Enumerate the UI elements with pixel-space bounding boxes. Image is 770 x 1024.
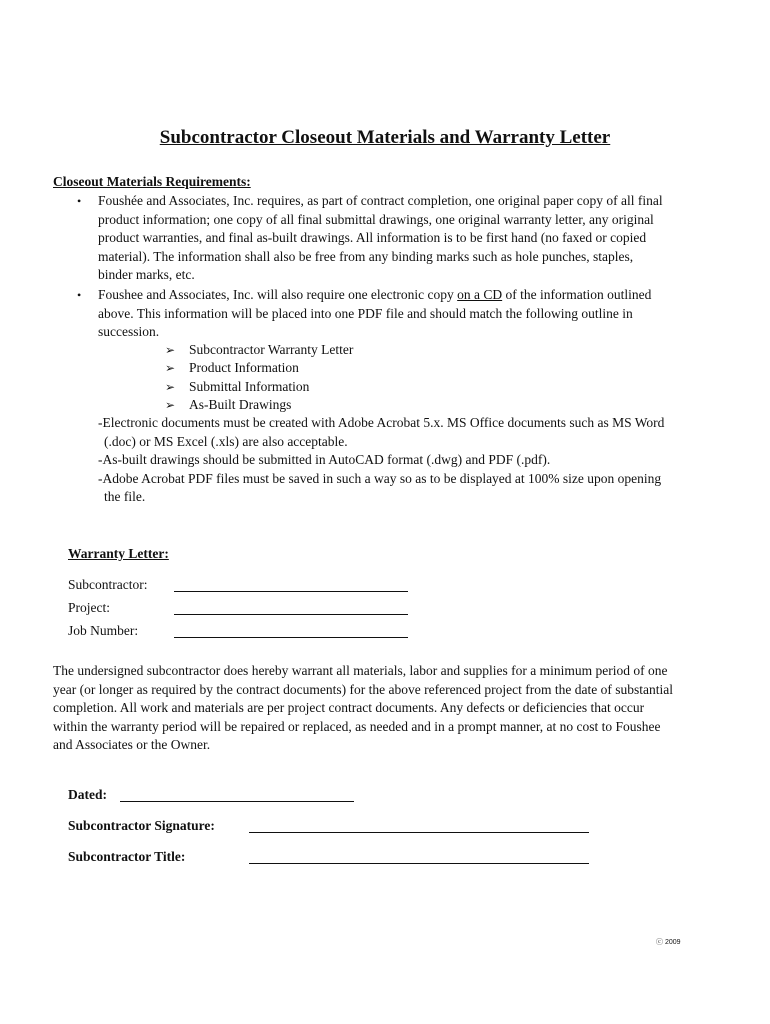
arrow-bullet-icon: ➢ [165, 398, 176, 413]
bullet-2-text-end: of the information outlined above. This information will be placed into one PDF file and should match the following outline in succession. [98, 287, 652, 339]
subcontractor-field [68, 577, 428, 595]
project-label: Project: [68, 600, 110, 615]
project-field [68, 600, 428, 618]
copyright-footer: ⓒ 2009 [656, 939, 681, 946]
requirement-bullet-1 [77, 192, 669, 285]
project-blank-line[interactable] [174, 614, 408, 615]
subcontractor-label: Subcontractor: [68, 577, 148, 592]
title-field [68, 849, 598, 867]
outline-item [165, 359, 353, 377]
outline-item [165, 378, 353, 396]
bullet-icon: • [77, 288, 82, 302]
note-item: -Electronic documents must be created with Adobe Acrobat 5.x. MS Office documents such as MS Word (.doc) or MS Excel (.xls) are also acceptable. [98, 415, 665, 449]
outline-item-label: As-Built Drawings [189, 397, 292, 413]
closeout-requirements-heading: Closeout Materials Requirements: [53, 174, 251, 189]
bullet-2-underlined-cd: on a CD [457, 287, 503, 302]
job-number-field [68, 623, 428, 641]
requirement-bullet-2-text [98, 286, 669, 342]
warranty-letter-heading: Warranty Letter: [68, 546, 169, 561]
signature-blank-line[interactable] [249, 832, 589, 833]
dated-label: Dated: [68, 787, 107, 802]
note-item: -Adobe Acrobat PDF files must be saved in such a way so as to be displayed at 100% size upon opening the file. [98, 470, 662, 504]
page-title: Subcontractor Closeout Materials and Warranty Letter [159, 127, 611, 148]
note-item: -As-built drawings should be submitted in AutoCAD format (.dwg) and PDF (.pdf). [98, 452, 551, 467]
requirement-bullet-2 [77, 286, 669, 342]
bullet-icon: • [77, 194, 82, 208]
outline-item [165, 341, 353, 359]
submission-outline [165, 341, 353, 415]
electronic-format-notes [98, 414, 678, 507]
job-number-blank-line[interactable] [174, 637, 408, 638]
signature-field [68, 818, 598, 836]
job-number-label: Job Number: [68, 623, 139, 638]
subcontractor-blank-line[interactable] [174, 591, 408, 592]
arrow-bullet-icon: ➢ [165, 361, 176, 376]
outline-item-label: Product Information [189, 360, 299, 376]
warranty-statement: The undersigned subcontractor does hereby warrant all materials, labor and supplies for a minimum period of one year (or longer as required by the contract documents) for the above referenced project from the date of substantial completion. All work and materials are per project contract documents. Any defects or deficiencies that occur within the warranty period will be repaired or replaced, as needed and in a prompt manner, at no cost to Foushee and Associates or the Owner. [53, 663, 673, 752]
outline-item-label: Subcontractor Warranty Letter [189, 342, 354, 357]
subcontractor-title-label: Subcontractor Title: [68, 849, 186, 864]
dated-field [68, 787, 368, 805]
dated-blank-line[interactable] [120, 801, 354, 802]
signature-label: Subcontractor Signature: [68, 818, 215, 833]
arrow-bullet-icon: ➢ [165, 379, 176, 394]
outline-item-label: Submittal Information [189, 378, 310, 394]
bullet-2-text-start: Foushee and Associates, Inc. will also require one electronic copy [98, 287, 458, 302]
outline-item [165, 396, 353, 414]
requirement-bullet-1-text: Foushée and Associates, Inc. requires, as part of contract completion, one original paper copy of all final product information; one copy of all final submittal drawings, one original warranty letter, any original product warranties, and final as-built drawings. All information is to be first hand (no faxed or copied material). The information shall also be free from any binding marks such as hole punches, staples, binder marks, etc. [98, 193, 663, 282]
arrow-bullet-icon: ➢ [165, 343, 176, 357]
subcontractor-title-blank-line[interactable] [249, 863, 589, 864]
